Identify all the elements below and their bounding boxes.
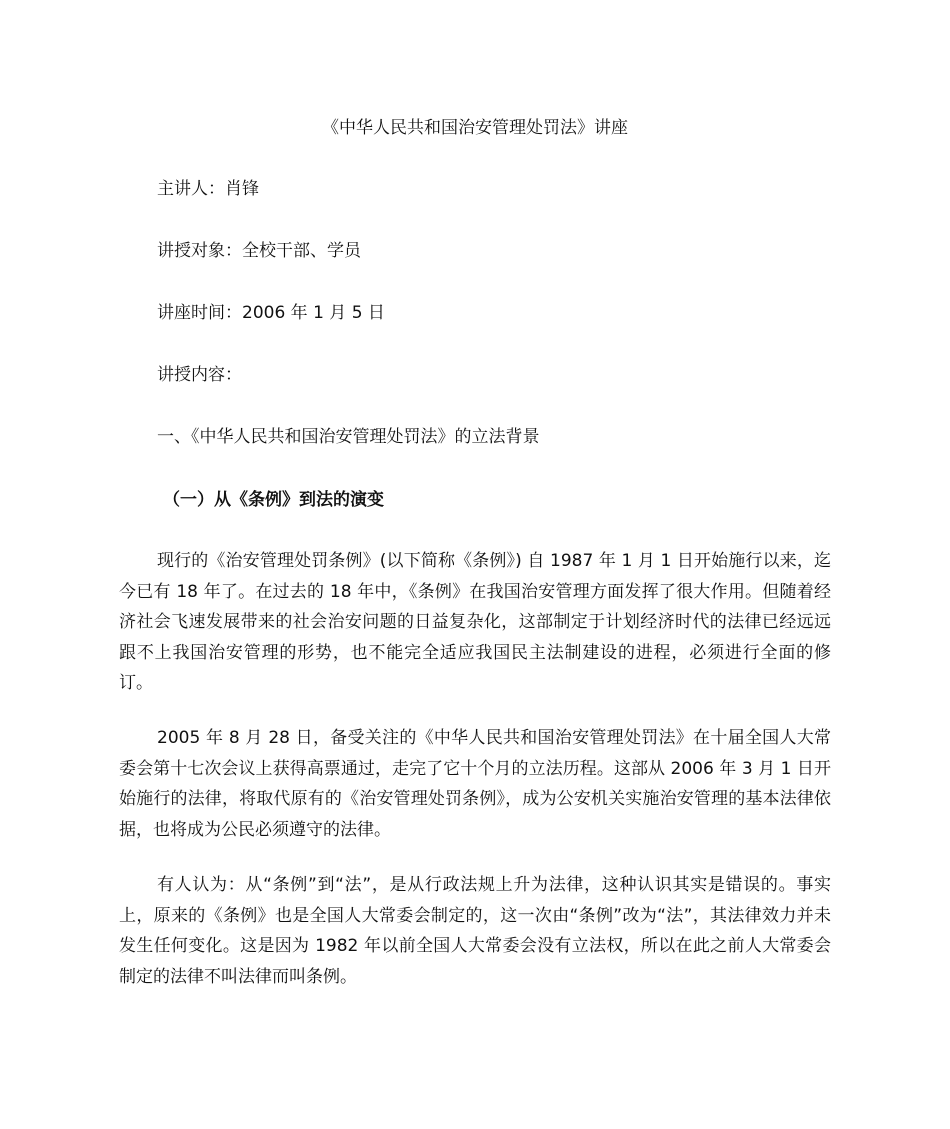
subsection-heading: （一）从《条例》到法的演变 [163,490,384,510]
lecture-time-line: 讲座时间：2006 年 1 月 5 日 [157,303,385,323]
content-label: 讲授内容： [157,365,242,385]
lecturer-line: 主讲人：肖锋 [157,179,259,199]
paragraph-1: 现行的《治安管理处罚条例》(以下简称《条例》) 自 1987 年 1 月 1 日开始施行以来，迄今已有 18 年了。在过去的 18 年中，《条例》在我国治安管理方面发挥了很大作用。但随着经济社会飞速发展带来的社会治安问题的日益复杂化，这部制定于计划经济时代的法律已经远远跟不上我国治安管理的形势，也不能完全适应我国民主法制建设的进程，必须进行全面的修订。 [119,551,831,693]
paragraph-3: 有人认为：从“条例”到“法”，是从行政法规上升为法律，这种认识其实是错误的。事实上，原来的《条例》也是全国人大常委会制定的，这一次由“条例”改为“法”，其法律效力并未发生任何变化。这是因为 1982 年以前全国人大常委会没有立法权，所以在此之前人大常委会制定的法律不叫法律而叫条例。 [119,875,831,987]
document-page [119,0,831,1129]
audience-line: 讲授对象：全校干部、学员 [157,241,361,261]
section-heading: 一、《中华人民共和国治安管理处罚法》的立法背景 [157,427,540,447]
document-title: 《中华人民共和国治安管理处罚法》讲座 [322,118,628,138]
paragraph-2: 2005 年 8 月 28 日，备受关注的《中华人民共和国治安管理处罚法》在十届全国人大常委会第十七次会议上获得高票通过，走完了它十个月的立法历程。这部从 2006 年 3 月 1 日开始施行的法律，将取代原有的《治安管理处罚条例》，成为公安机关实施治安管理的基本法律依据，也将成为公民必须遵守的法律。 [119,728,831,840]
